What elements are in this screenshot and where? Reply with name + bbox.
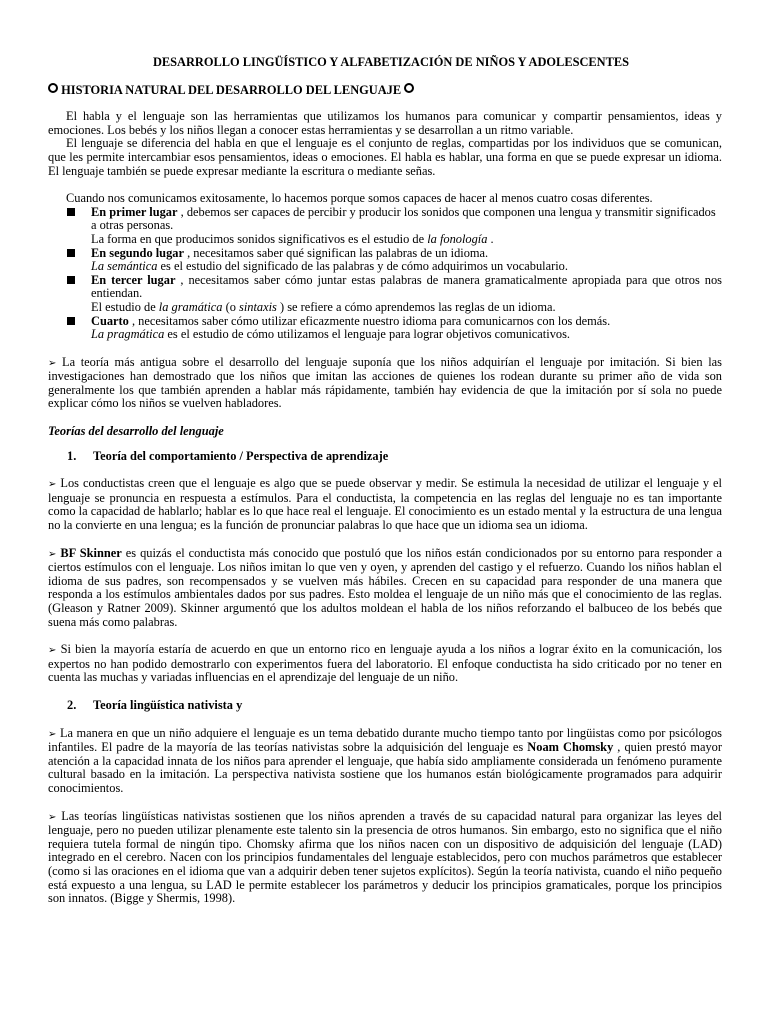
list-item [48, 247, 722, 261]
arrow-bullet-icon: ➢ [48, 479, 57, 491]
list-item-note: La pragmática es el estudio de cómo utilizamos el lenguaje para lograr objetivos comunicativos. [91, 327, 571, 342]
arrow-bullet-icon: ➢ [48, 728, 57, 740]
square-bullet-icon [67, 208, 75, 216]
list-item-text: , necesitamos saber cómo utilizar eficazmente nuestro idioma para comunicarnos con los demás. [131, 313, 611, 328]
list-item-text: , necesitamos saber qué significan las palabras de un idioma. [187, 245, 489, 260]
arrow-paragraph: ➢ Las teorías lingüísticas nativistas sostienen que los niños aprenden a través de su capacidad natural para organizar las leyes del lenguaje, pero no pueden utilizar plenamente este talento sin la presencia de otros humanos. Sin embargo, esto no significa que el niño requiera tutela formal de ningún tipo. Chomsky afirma que los niños nacen con un dispositivo de adquisición del lenguaje (LAD) integrado en el cerebro. Nacen con los principios fundamentales del lenguaje establecidos, pero con muchos parámetros que establecer (como si las oraciones en el idioma que van a adquirir deben tener sujetos explícitos). Según la teoría nativista, cuando el niño pequeño está expuesto a una lengua, su LAD le permite establecer los parámetros y deducir los principios gramaticales, porque los principios son innatos. (Bigge y Shermis, 1998). [48, 808, 722, 906]
intro-paragraph-1: El habla y el lenguaje son las herramientas que utilizamos los humanos para comunicar y compartir pensamientos, ideas y emociones. Los bebés y los niños llegan a conocer estas herramientas y se desarrollan a un ritmo variable. [48, 109, 722, 137]
list-item-lead: En segundo lugar [91, 245, 184, 260]
arrow-bullet-icon: ➢ [48, 811, 57, 823]
arrow-paragraph: ➢ Los conductistas creen que el lenguaje es algo que se puede observar y medir. Se estimula la necesidad de utilizar el lenguaje y el lenguaje se pronuncia en respuesta a estímulos. Para el conductista, la competencia en las reglas del lenguaje no es tan importante como la capacidad de hablarlo; hablar es lo que hace real el lenguaje. El conocimiento es un estado mental y la estructura de una lengua no la convierte en una lengua; es la función de pronunciar palabras lo que hace que un idioma sea un idioma. [48, 476, 722, 533]
arrow-paragraph: ➢ BF Skinner es quizás el conductista más conocido que postuló que los niños están condicionados por su entorno para responder a ciertos estímulos con el lenguaje. Los niños imitan lo que ven y oyen, y aprenden del castigo y el refuerzo. Cuando los niños hablan el idioma de sus padres, son recompensados y se vuelven más hábiles. Crecen en su capacidad para responder de una manera que responda a los estímulos ambientales dados por sus padres. Esto moldea el lenguaje de un niño más que el conocimiento de las reglas. (Gleason y Ratner 2009). Skinner argumentó que los adultos moldean el habla de los niños reforzando el balbuceo de los bebés que suena más como palabras. [48, 545, 722, 629]
list-item-note: La semántica es el estudio del significado de las palabras y de cómo adquirimos un vocabulario. [91, 259, 568, 274]
arrow-paragraph: ➢ La teoría más antigua sobre el desarrollo del lenguaje suponía que los niños adquirían el lenguaje por imitación. Si bien las investigaciones han demostrado que los niños que imitan las acciones de quienes los rodean durante su primer año de vida son generalmente los que también aprenden a hablar más rápidamente, también hay evidencia de que la imitación por sí sola no puede explicar cómo los niños se vuelven habladores. [48, 354, 722, 411]
theories-heading: Teorías del desarrollo del lenguaje [48, 424, 224, 439]
list-item-text: , debemos ser capaces de percibir y producir los sonidos que componen una lengua y transmitir significados a otras personas. [91, 204, 716, 233]
numbered-heading: 2. Teoría lingüística nativista y [67, 697, 243, 712]
arrow-bullet-icon: ➢ [48, 357, 57, 369]
document-page [48, 56, 722, 906]
arrow-paragraph: ➢ Si bien la mayoría estaría de acuerdo en que un entorno rico en lenguaje ayuda a los niños a lograr éxito en la comunicación, los expertos no han podido demostrarlo con experimentos fuera del laboratorio. El enfoque conductista ha sido criticado por no tener en cuenta las muchas y variadas influencias en el aprendizaje del lenguaje de un niño. [48, 642, 722, 685]
numbered-heading: 1. Teoría del comportamiento / Perspectiva de aprendizaje [67, 448, 389, 463]
arrow-bullet-icon: ➢ [48, 548, 57, 560]
list-item [48, 206, 722, 233]
intro-paragraph-3: Cuando nos comunicamos exitosamente, lo hacemos porque somos capaces de hacer al menos cuatro cosas diferentes. [66, 191, 653, 206]
arrow-bullet-icon: ➢ [48, 645, 57, 657]
list-item-note: El estudio de la gramática (o sintaxis ) se refiere a cómo aprendemos las reglas de un idioma. [91, 299, 556, 314]
square-bullet-icon [67, 317, 75, 325]
list-item [48, 274, 722, 301]
square-bullet-icon [67, 249, 75, 257]
square-bullet-icon [67, 276, 75, 284]
circle-bullet-icon [404, 83, 414, 93]
list-item-lead: En tercer lugar [91, 272, 176, 287]
arrow-paragraph: ➢ La manera en que un niño adquiere el lenguaje es un tema debatido durante mucho tiempo tanto por lingüistas como por psicólogos infantiles. El padre de la mayoría de las teorías nativistas sobre la adquisición del lenguaje es Noam Chomsky , quien prestó mayor atención a la capacidad innata de los niños para aprender el lenguaje, que había sido ampliamente considerada un fenómeno puramente cultural basado en la imitación. La perspectiva nativista sostiene que los humanos están biológicamente programados para adquirir conocimientos. [48, 725, 722, 795]
intro-paragraph-2: El lenguaje se diferencia del habla en que el lenguaje es el conjunto de reglas, compartidas por los individuos que se comunican, que les permite intercambiar esos pensamientos, ideas o emociones. El habla es hablar, una forma en que se puede expresar un idioma. El lenguaje también se puede expresar mediante la escritura o mediante señas. [48, 136, 722, 178]
list-item-lead: En primer lugar [91, 204, 178, 219]
section-heading-text: HISTORIA NATURAL DEL DESARROLLO DEL LENGUAJE [61, 82, 402, 97]
list-item-text: , necesitamos saber cómo juntar estas palabras de manera gramaticalmente apropiada para que otros nos entiendan. [91, 272, 722, 301]
list-item [48, 315, 722, 329]
document-title: DESARROLLO LINGÜÍSTICO Y ALFABETIZACIÓN DE NIÑOS Y ADOLESCENTES [152, 55, 630, 69]
list-item-lead: Cuarto [91, 313, 129, 328]
circle-bullet-icon [48, 83, 58, 93]
list-item-note: La forma en que producimos sonidos significativos es el estudio de la fonología . [91, 231, 494, 246]
section-heading [48, 83, 722, 98]
